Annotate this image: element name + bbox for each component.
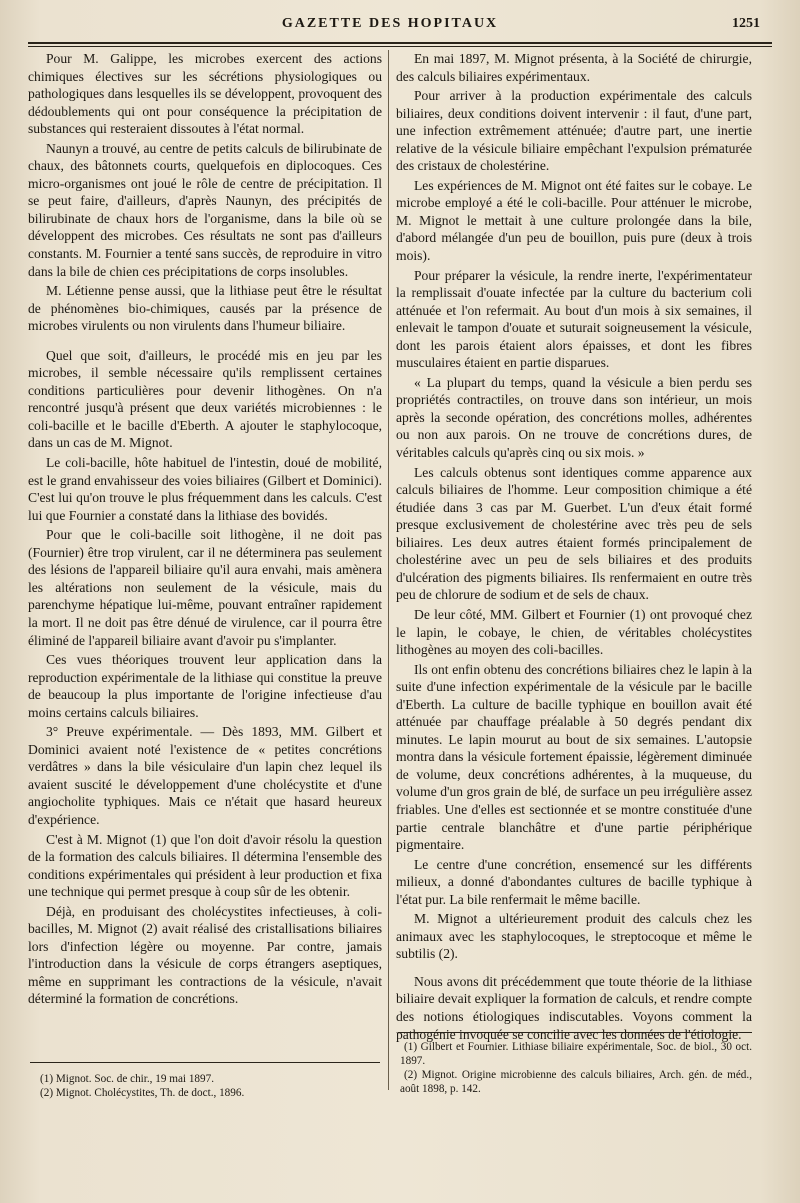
left-column [28,50,382,1008]
page-header [20,14,760,36]
paragraph: « La plupart du temps, quand la vésicule a bien perdu ses propriétés contractiles, on trouve dans son intérieur, un mois après la seconde opération, des concrétions molles, adhérentes ou non aux parois. On ne trouve de concrétions dures, de véritables calculs qu'après cinq ou six mois. » [396,374,752,461]
paragraph: M. Mignot a ultérieurement produit des calculs chez les animaux avec les staphylocoques, le streptocoque et même le subtilis (2). [396,911,752,962]
column-divider [388,50,389,1090]
footnote-rule-left [30,1062,380,1063]
paragraph: Le centre d'une concrétion, ensemencé sur les différents milieux, a donné d'abondantes cultures de bacille typhique à l'état pur. La bile renfermait le même bacille. [396,856,752,907]
journal-title: GAZETTE DES HOPITAUX [281,16,499,31]
footnotes-left [36,1072,376,1100]
page-number: 1251 [732,16,760,31]
paragraph: Les expériences de M. Mignot ont été faites sur le cobaye. Le microbe employé a été le coli-bacille. Pour atténuer le microbe, M. Mignot le mettait à une culture prolongée dans la bile, d'abord mélangée d'un peu de bouillon, puis pure (deux à trois mois). [396,177,752,264]
paragraph: Pour que le coli-bacille soit lithogène, il ne doit pas (Fournier) être trop virulent, car il ne déterminera pas seulement des lésions de l'appareil biliaire qu'il aura envahi, mais amènera les altérations non seulement de la vésicule, mais du parenchyme hépatique lui-même, pouvant entraîner rapidement la mort. Il ne doit pas être dénué de virulence, car il pourra être éliminé de l'appareil biliaire avant d'avoir pu s'implanter. [28,527,382,648]
paragraph: Déjà, en produisant des cholécystites infectieuses, à coli-bacilles, M. Mignot (2) avait réalisé des cristallisations biliaires lors d'infection légère ou moyenne. Par contre, jamais l'introduction dans la vésicule de corps étrangers aseptiques, même en supprimant les contractions de la vésicule, n'avait déterminé la formation de concrétions. [28,903,382,1007]
paragraph: M. Létienne pense aussi, que la lithiase peut être le résultat de phénomènes bio-chimiques, causés par la présence de microbes virulents ou non virulents dans l'humeur biliaire. [28,283,382,334]
footnote: (1) Gilbert et Fournier. Lithiase biliaire expérimentale, Soc. de biol., 30 oct. 1897. [400,1041,752,1067]
footnote-rule-right [398,1032,752,1033]
paragraph: Nous avons dit précédemment que toute théorie de la lithiase biliaire devait expliquer la formation de calculs, et rendre compte des notions étiologiques indiscutables. Voyons comment la pathogénie invoquée se concilie avec les données de l'étiologie. [396,973,752,1042]
footnotes-right [400,1040,752,1096]
paragraph: Pour préparer la vésicule, la rendre inerte, l'expérimentateur la remplissait d'ouate infectée par la culture du bacterium coli atténuée et l'on refermait. Au bout d'un mois à six semaines, il enlevait le tampon d'ouate et suturait soigneusement la vésicule, dont les parois étaient alors épaisses, et dont les fibres musculaires étaient en partie disparues. [396,267,752,371]
header-rule [28,42,772,47]
right-column [396,50,752,1043]
footnote: (2) Mignot. Origine microbienne des calculs biliaires, Arch. gén. de méd., août 1898, p. 142. [400,1069,752,1095]
paragraph: C'est à M. Mignot (1) que l'on doit d'avoir résolu la question de la formation des calculs biliaires. Il détermina l'ensemble des conditions expérimentales qui président à leur production et fixa une technique qui permet presque à coup sûr de les obtenir. [28,831,382,900]
footnote: (2) Mignot. Cholécystites, Th. de doct., 1896. [40,1087,245,1099]
paragraph: Pour arriver à la production expérimentale des calculs biliaires, deux conditions doivent intervenir : il faut, d'une part, une infection extrêmement atténuée; d'autre part, une inertie relative de la vésicule biliaire empêchant l'expulsion prématurée des cristaux de cholestérine. [396,88,752,174]
paragraph: Naunyn a trouvé, au centre de petits calculs de bilirubinate de chaux, des bâtonnets courts, quelquefois en diplocoques. Ces micro-organismes ont joué le rôle de centre de précipitation. Il se peut faire, d'ailleurs, d'après Naunyn, des précipités de bilirubinate de chaux hors de l'organisme, dans la bile où se développent des microbes. Ces résultats ne sont pas d'ailleurs constants. M. Fournier a tenté sans succès, de reproduire in vitro dans la bile de chien ces précipitations de corps insolubles. [28,140,382,279]
paragraph: Le coli-bacille, hôte habituel de l'intestin, doué de mobilité, est le grand envahisseur des voies biliaires (Gilbert et Dominici). C'est lui qu'on trouve le plus fréquemment dans les calculs. C'est lui que Fournier a constaté dans la lithiase des bovidés. [28,455,382,523]
paragraph: Les calculs obtenus sont identiques comme apparence aux calculs biliaires de l'homme. Leur composition chimique a été étudiée dans 3 cas par M. Guerbet. L'un d'eux était formé presque exclusivement de cholestérine avec très peu de sels biliaires. Les deux autres étaient formés principalement de cholestérine avec un peu de sels biliaires et des produits d'ulcération des pigments biliaires. Ils renfermaient en outre très peu de chlorure de sodium et de sels de chaux. [396,464,752,603]
paragraph: De leur côté, MM. Gilbert et Fournier (1) ont provoqué chez le lapin, le cobaye, le chien, de véritables cholécystites lithogènes au moyen des coli-bacilles. [396,606,752,658]
paragraph: Ces vues théoriques trouvent leur application dans la reproduction expérimentale de la lithiase qui constitue la preuve de beaucoup la plus importante de l'origine infectieuse d'au moins certains calculs biliaires. [28,652,382,720]
footnote: (1) Mignot. Soc. de chir., 19 mai 1897. [40,1073,215,1085]
paragraph: Pour M. Galippe, les microbes exercent des actions chimiques électives sur les sécrétions physiologiques ou pathologiques dans lesquelles ils se développent, provoquent des dédoublements qui ont pour conséquence la précipitation de substances qui resteraient dissoutes à l'état normal. [28,51,382,137]
paragraph: En mai 1897, M. Mignot présenta, à la Société de chirurgie, des calculs biliaires expérimentaux. [396,51,752,84]
paragraph: 3° Preuve expérimentale. — Dès 1893, MM. Gilbert et Dominici avaient noté l'existence de « petites concrétions verdâtres » dans la bile vésiculaire d'un lapin chez lequel ils avaient suscité le développement d'une cholécystite et d'une angiocholite typhiques. Mais ce n'était que hasard heureux d'expérience. [28,724,382,827]
paragraph: Ils ont enfin obtenu des concrétions biliaires chez le lapin à la suite d'une infection expérimentale de la vésicule par le bacille d'Eberth. La culture de bacille typhique en bouillon avait été atténuée par chauffage préalable à 50 degrés pendant dix minutes. Le lapin mourut au bout de six semaines. L'autopsie montra dans la vésicule fortement épaissie, légèrement diminuée de volume, deux concrétions adhérentes, à la muqueuse, du volume d'un gros grain de blé, de surface un peu irrégulière assez friables. Une d'elles est sectionnée et se montre constituée d'une partie centrale blanchâtre et d'une partie périphérique pigmentaire. [396,661,752,853]
paragraph: Quel que soit, d'ailleurs, le procédé mis en jeu par les microbes, il semble nécessaire qu'ils remplissent certaines conditions particulières pour devenir lithogènes. On n'a rencontré jusqu'à présent que deux variétés microbiennes : le coli-bacille et le bacille d'Eberth. A ajouter le staphylocoque, dans un cas de M. Mignot. [28,347,382,451]
